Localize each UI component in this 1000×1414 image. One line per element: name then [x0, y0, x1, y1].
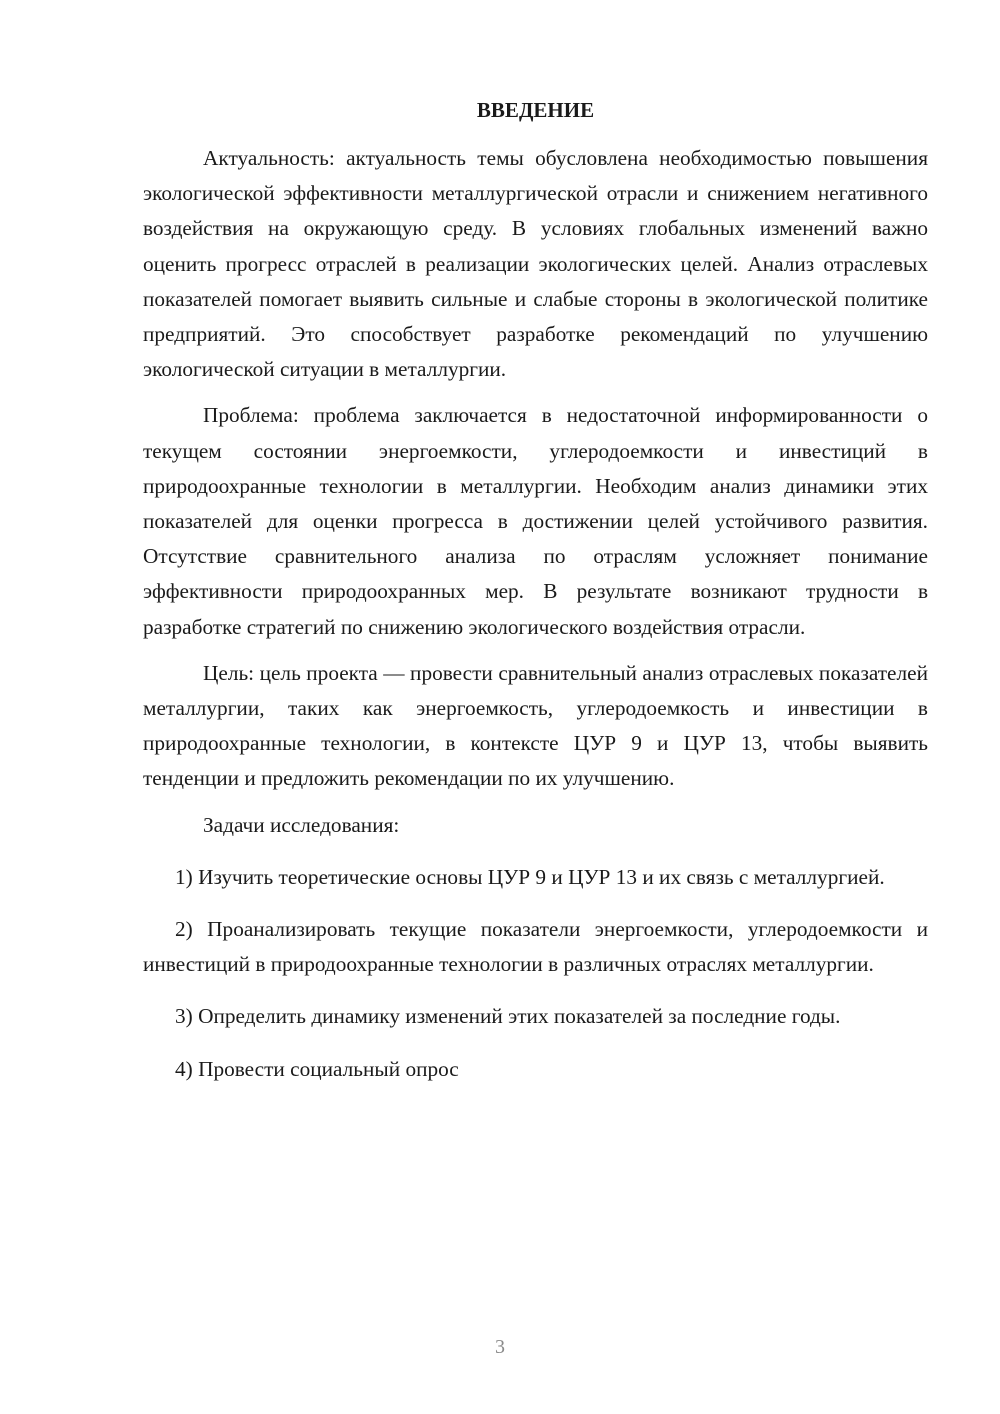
section-title: ВВЕДЕНИЕ — [476, 98, 595, 122]
page-number: 3 — [495, 1336, 505, 1358]
tasks-heading: Задачи исследования: — [203, 812, 400, 837]
task-item: 4) Провести социальный опрос — [175, 1056, 459, 1081]
paragraph-goal: Цель: цель проекта — провести сравнительный анализ отраслевых показателей металлургии, таких как энергоемкость, углеродоемкость и инвестиции в природоохранные технологии, в контексте ЦУР 9 и ЦУР 13, чтобы выявить тенденции и предложить рекомендации по их улучшению. — [143, 660, 928, 791]
document-page — [143, 92, 928, 1087]
paragraph-relevance: Актуальность: актуальность темы обусловлена необходимостью повышения экологической эффективности металлургической отрасли и снижением негативного воздействия на окружающую среду. В условиях глобальных изменений важно оценить прогресс отраслей в реализации экологических целей. Анализ отраслевых показателей помогает выявить сильные и слабые стороны в экологической политике предприятий. Это способствует разработке рекомендаций по улучшению экологической ситуации в металлургии. — [143, 146, 928, 382]
paragraph-problem: Проблема: проблема заключается в недостаточной информированности о текущем состоянии энергоемкости, углеродоемкости и инвестиций в природоохранные технологии в металлургии. Необходим анализ динамики этих показателей для оценки прогресса в достижении целей устойчивого развития. Отсутствие сравнительного анализа по отраслям усложняет понимание эффективности природоохранных мер. В результате возникают трудности в разработке стратегий по снижению экологического воздействия отрасли. — [143, 403, 928, 639]
task-item: 3) Определить динамику изменений этих показателей за последние годы. — [175, 1004, 841, 1029]
task-item: 2) Проанализировать текущие показатели энергоемкости, углеродоемкости и инвестиций в природоохранные технологии в различных отраслях металлургии. — [143, 917, 928, 977]
task-item: 1) Изучить теоретические основы ЦУР 9 и ЦУР 13 и их связь с металлургией. — [175, 864, 885, 889]
